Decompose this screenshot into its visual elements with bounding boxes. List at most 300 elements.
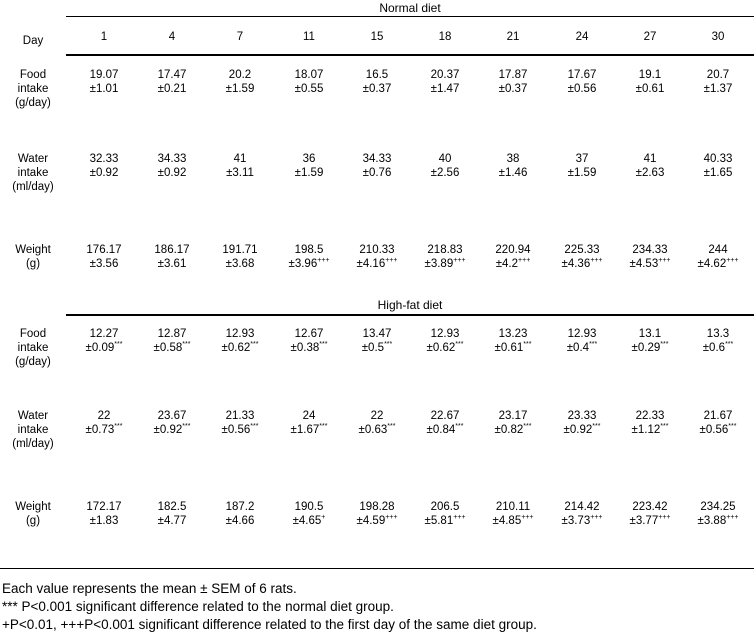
cell-mean: 22.33 — [635, 410, 665, 422]
cell-sem: ±1.83 — [89, 515, 119, 527]
day-header-4: 4 — [168, 31, 176, 43]
cell-sem-line — [344, 341, 410, 355]
significance-marker: +++ — [453, 514, 466, 521]
cell-mean: 17.87 — [498, 69, 528, 81]
cell-sem: ±1.37 — [703, 83, 733, 95]
cell-sem: ±0.58 — [153, 342, 183, 354]
cell-sem: ±1.12 — [631, 424, 661, 436]
cell-sem-line — [71, 257, 137, 271]
row-label-line: (g) — [25, 258, 41, 270]
table-cell — [344, 243, 410, 271]
row-label — [0, 243, 66, 271]
cell-sem: ±0.21 — [157, 83, 187, 95]
cell-sem: ±0.56 — [567, 83, 597, 95]
cell-sem-line — [685, 257, 751, 271]
significance-marker: +++ — [658, 514, 671, 521]
cell-mean: 176.17 — [86, 244, 122, 256]
cell-mean: 21.67 — [703, 410, 733, 422]
table-cell — [207, 409, 273, 437]
cell-sem-line — [412, 423, 478, 437]
table-cell — [139, 327, 205, 355]
cell-sem: ±0.84 — [426, 424, 456, 436]
cell-mean: 20.37 — [430, 69, 460, 81]
cell-sem-line — [549, 257, 615, 271]
significance-marker: +++ — [658, 257, 671, 264]
cell-sem: ±0.92 — [153, 424, 183, 436]
day-header-30: 30 — [711, 31, 725, 43]
cell-mean: 210.11 — [495, 501, 531, 513]
cell-sem: ±3.89 — [424, 258, 454, 270]
cell-sem: ±0.37 — [362, 83, 392, 95]
significance-marker: *** — [114, 341, 123, 348]
cell-sem: ±4.53 — [629, 258, 659, 270]
table-cell — [549, 500, 615, 528]
cell-sem-line — [344, 166, 410, 180]
cell-sem: ±0.63 — [358, 424, 388, 436]
cell-mean: 244 — [708, 244, 728, 256]
cell-sem: ±3.77 — [629, 515, 659, 527]
table-cell — [412, 327, 478, 355]
cell-mean: 36 — [302, 153, 316, 165]
day-header-7: 7 — [236, 31, 244, 43]
cell-mean: 198.28 — [359, 501, 395, 513]
row-label-line: Water — [17, 153, 49, 165]
row-label — [0, 409, 66, 451]
cell-sem-line — [480, 257, 546, 271]
cell-sem-line — [685, 423, 751, 437]
day-header-18: 18 — [438, 31, 452, 43]
row-label-line: (g) — [25, 515, 41, 527]
significance-marker: +++ — [590, 257, 603, 264]
cell-sem-line — [207, 166, 273, 180]
cell-sem: ±0.92 — [563, 424, 593, 436]
cell-sem: ±1.47 — [430, 83, 460, 95]
cell-mean: 38 — [506, 153, 520, 165]
cell-sem-line — [71, 341, 137, 355]
cell-mean: 40 — [438, 153, 452, 165]
cell-sem: ±4.2 — [495, 258, 519, 270]
cell-mean: 23.17 — [498, 410, 528, 422]
cell-sem: ±0.73 — [85, 424, 115, 436]
table-cell — [276, 68, 342, 96]
cell-mean: 214.42 — [564, 501, 600, 513]
cell-mean: 234.25 — [700, 501, 736, 513]
cell-sem-line — [549, 166, 615, 180]
row-label-line: (g/day) — [15, 97, 51, 109]
table-notes — [2, 580, 537, 634]
cell-sem: ±0.56 — [699, 424, 729, 436]
table-cell — [480, 152, 546, 180]
cell-sem-line — [344, 514, 410, 528]
significance-marker: *** — [384, 341, 393, 348]
row-label-line: Weight — [15, 501, 51, 513]
cell-sem: ±0.62 — [426, 342, 456, 354]
cell-sem: ±0.82 — [494, 424, 524, 436]
cell-sem-line — [276, 257, 342, 271]
row-label-line: (ml/day) — [12, 438, 54, 450]
cell-sem: ±0.4 — [566, 342, 590, 354]
cell-sem-line — [549, 82, 615, 96]
cell-mean: 12.67 — [294, 328, 324, 340]
cell-mean: 13.1 — [638, 328, 662, 340]
significance-marker: *** — [523, 423, 532, 430]
table-cell — [412, 68, 478, 96]
cell-sem-line — [412, 514, 478, 528]
cell-sem-line — [139, 514, 205, 528]
cell-sem-line — [139, 166, 205, 180]
significance-marker: *** — [455, 423, 464, 430]
cell-sem-line — [480, 82, 546, 96]
cell-sem-line — [685, 166, 751, 180]
cell-mean: 21.33 — [225, 410, 255, 422]
row-label — [0, 500, 66, 528]
cell-sem-line — [71, 166, 137, 180]
cell-sem-line — [685, 82, 751, 96]
cell-sem-line — [71, 514, 137, 528]
significance-marker: +++ — [518, 257, 531, 264]
cell-mean: 210.33 — [359, 244, 395, 256]
table-cell — [71, 243, 137, 271]
row-label — [0, 68, 66, 110]
section-title-normal-diet: Normal diet — [379, 1, 441, 15]
cell-sem-line — [617, 514, 683, 528]
cell-mean: 12.87 — [157, 328, 187, 340]
table-cell — [344, 327, 410, 355]
cell-mean: 191.71 — [222, 244, 258, 256]
cell-sem-line — [71, 82, 137, 96]
cell-sem: ±0.09 — [85, 342, 115, 354]
note-mean-sem: Each value represents the mean ± SEM of 6 rats. — [2, 581, 297, 596]
table-cell — [276, 500, 342, 528]
day-header-1: 1 — [100, 31, 108, 43]
significance-marker: +++ — [453, 257, 466, 264]
significance-marker: *** — [182, 423, 191, 430]
table-cell — [685, 152, 751, 180]
cell-mean: 22 — [97, 410, 111, 422]
rule-high-fat-title — [66, 314, 754, 316]
significance-marker: *** — [182, 341, 191, 348]
table-cell — [685, 409, 751, 437]
table-cell — [412, 243, 478, 271]
table-cell — [344, 152, 410, 180]
cell-sem: ±1.65 — [703, 167, 733, 179]
significance-marker: +++ — [385, 257, 398, 264]
cell-mean: 17.67 — [567, 69, 597, 81]
cell-sem-line — [207, 257, 273, 271]
day-header-24: 24 — [575, 31, 589, 43]
cell-sem: ±3.88 — [697, 515, 727, 527]
table-cell — [480, 68, 546, 96]
cell-sem-line — [549, 341, 615, 355]
table-cell — [207, 68, 273, 96]
cell-sem: ±1.01 — [89, 83, 119, 95]
significance-marker: +++ — [317, 257, 330, 264]
cell-mean: 17.47 — [157, 69, 187, 81]
table-cell — [412, 500, 478, 528]
significance-marker: +++ — [726, 257, 739, 264]
table-cell — [139, 68, 205, 96]
cell-sem-line — [139, 257, 205, 271]
cell-sem: ±4.62 — [697, 258, 727, 270]
cell-sem-line — [685, 514, 751, 528]
significance-marker: *** — [660, 423, 669, 430]
significance-marker: *** — [250, 423, 259, 430]
cell-sem-line — [276, 82, 342, 96]
cell-mean: 19.07 — [89, 69, 119, 81]
table-cell — [71, 327, 137, 355]
row-label — [0, 327, 66, 369]
cell-sem-line — [549, 423, 615, 437]
table-cell — [685, 68, 751, 96]
cell-mean: 12.27 — [89, 328, 119, 340]
table-cell — [344, 68, 410, 96]
table-cell — [412, 152, 478, 180]
row-label-line: Food — [19, 328, 47, 340]
day-header-15: 15 — [370, 31, 384, 43]
cell-sem-line — [139, 341, 205, 355]
significance-marker: +++ — [385, 514, 398, 521]
cell-sem-line — [412, 257, 478, 271]
table-cell — [480, 409, 546, 437]
cell-sem: ±1.59 — [567, 167, 597, 179]
cell-mean: 220.94 — [495, 244, 531, 256]
cell-mean: 16.5 — [365, 69, 389, 81]
table-cell — [71, 152, 137, 180]
cell-sem: ±4.36 — [561, 258, 591, 270]
cell-sem: ±0.61 — [494, 342, 524, 354]
table-cell — [71, 409, 137, 437]
cell-sem: ±1.67 — [290, 424, 320, 436]
cell-sem-line — [685, 341, 751, 355]
cell-sem: ±3.56 — [89, 258, 119, 270]
cell-mean: 20.2 — [228, 69, 252, 81]
table-cell — [276, 243, 342, 271]
cell-sem: ±0.55 — [294, 83, 324, 95]
row-label-line: (g/day) — [15, 356, 51, 368]
significance-marker: *** — [592, 423, 601, 430]
significance-marker: +++ — [726, 514, 739, 521]
significance-marker: *** — [728, 423, 737, 430]
cell-sem: ±0.62 — [221, 342, 251, 354]
table-cell — [412, 409, 478, 437]
cell-sem: ±4.77 — [157, 515, 187, 527]
day-header-11: 11 — [303, 31, 315, 43]
cell-sem: ±0.38 — [290, 342, 320, 354]
significance-marker: *** — [319, 341, 328, 348]
cell-sem-line — [276, 341, 342, 355]
table-cell — [276, 327, 342, 355]
cell-sem: ±3.11 — [226, 167, 254, 179]
table-cell — [276, 152, 342, 180]
row-label-line: Water — [17, 410, 49, 422]
cell-sem-line — [139, 82, 205, 96]
table-cell — [617, 152, 683, 180]
row-label-line: intake — [17, 167, 49, 179]
cell-mean: 187.2 — [225, 501, 255, 513]
cell-sem-line — [207, 514, 273, 528]
cell-sem-line — [480, 423, 546, 437]
significance-marker: *** — [725, 341, 734, 348]
cell-sem-line — [617, 423, 683, 437]
cell-sem-line — [344, 257, 410, 271]
cell-mean: 234.33 — [632, 244, 668, 256]
cell-sem-line — [344, 82, 410, 96]
cell-mean: 20.7 — [706, 69, 730, 81]
cell-sem-line — [207, 423, 273, 437]
cell-sem-line — [549, 514, 615, 528]
cell-mean: 22 — [370, 410, 384, 422]
rule-table-bottom — [0, 568, 754, 569]
cell-sem: ±0.76 — [362, 167, 392, 179]
cell-sem: ±0.92 — [157, 167, 187, 179]
table-cell — [617, 327, 683, 355]
cell-sem-line — [207, 341, 273, 355]
row-label-line: Food — [19, 69, 47, 81]
cell-sem: ±3.68 — [225, 258, 255, 270]
cell-mean: 23.33 — [567, 410, 597, 422]
rule-normal-title — [66, 16, 754, 17]
table-cell — [617, 68, 683, 96]
table-cell — [139, 152, 205, 180]
section-title-high-fat-diet: High-fat diet — [377, 298, 443, 312]
cell-sem-line — [617, 82, 683, 96]
table-cell — [139, 500, 205, 528]
cell-sem: ±4.85 — [492, 515, 522, 527]
row-label — [0, 152, 66, 194]
table-cell — [207, 500, 273, 528]
cell-mean: 218.83 — [427, 244, 463, 256]
table-cell — [617, 243, 683, 271]
cell-mean: 225.33 — [564, 244, 600, 256]
row-label-line: Weight — [15, 244, 51, 256]
cell-sem-line — [71, 423, 137, 437]
cell-sem: ±1.59 — [225, 83, 255, 95]
cell-sem: ±0.5 — [361, 342, 385, 354]
cell-sem: ±4.16 — [356, 258, 386, 270]
cell-mean: 34.33 — [362, 153, 392, 165]
cell-mean: 13.47 — [362, 328, 392, 340]
significance-marker: *** — [114, 423, 123, 430]
cell-sem: ±4.65 — [292, 515, 322, 527]
table-cell — [480, 243, 546, 271]
cell-mean: 32.33 — [89, 153, 119, 165]
cell-sem-line — [139, 423, 205, 437]
significance-marker: +++ — [590, 514, 603, 521]
cell-sem-line — [617, 341, 683, 355]
table-cell — [549, 327, 615, 355]
cell-sem-line — [617, 257, 683, 271]
cell-mean: 40.33 — [703, 153, 733, 165]
cell-sem-line — [412, 341, 478, 355]
cell-sem: ±0.29 — [631, 342, 661, 354]
cell-mean: 41 — [643, 153, 657, 165]
cell-sem-line — [480, 341, 546, 355]
table-cell — [344, 409, 410, 437]
day-header-label: Day — [22, 35, 44, 47]
day-header-21: 21 — [506, 31, 520, 43]
cell-mean: 19.1 — [638, 69, 662, 81]
cell-mean: 190.5 — [294, 501, 324, 513]
significance-marker: *** — [589, 341, 598, 348]
row-label-line: intake — [17, 83, 49, 95]
table-cell — [344, 500, 410, 528]
cell-mean: 24 — [302, 410, 316, 422]
cell-mean: 18.07 — [294, 69, 324, 81]
cell-sem: ±0.56 — [221, 424, 251, 436]
table-cell — [207, 327, 273, 355]
cell-mean: 182.5 — [157, 501, 187, 513]
cell-sem-line — [276, 423, 342, 437]
cell-sem: ±2.63 — [635, 167, 665, 179]
cell-mean: 172.17 — [86, 501, 122, 513]
table-cell — [71, 500, 137, 528]
table-cell — [549, 409, 615, 437]
rule-normal-header — [66, 54, 754, 56]
cell-sem: ±5.81 — [424, 515, 454, 527]
table-cell — [480, 500, 546, 528]
significance-marker: + — [321, 514, 326, 521]
note-first-day-significance: +P<0.01, +++P<0.001 significant difference related to the first day of the same diet group. — [2, 617, 537, 632]
cell-sem-line — [480, 166, 546, 180]
table-cell — [207, 243, 273, 271]
cell-mean: 12.93 — [567, 328, 597, 340]
row-label-line: intake — [17, 424, 49, 436]
row-label-line: (ml/day) — [12, 181, 54, 193]
table-cell — [549, 152, 615, 180]
cell-sem: ±3.96 — [288, 258, 318, 270]
cell-mean: 12.93 — [225, 328, 255, 340]
cell-sem: ±0.61 — [635, 83, 665, 95]
significance-marker: *** — [387, 423, 396, 430]
table-cell — [71, 68, 137, 96]
cell-sem: ±1.59 — [294, 167, 324, 179]
cell-sem-line — [207, 82, 273, 96]
cell-sem-line — [480, 514, 546, 528]
cell-sem: ±3.73 — [561, 515, 591, 527]
cell-sem: ±4.59 — [356, 515, 386, 527]
cell-mean: 12.93 — [430, 328, 460, 340]
cell-mean: 41 — [233, 153, 247, 165]
cell-mean: 186.17 — [154, 244, 190, 256]
cell-sem: ±2.56 — [430, 167, 460, 179]
table-cell — [276, 409, 342, 437]
cell-mean: 13.3 — [706, 328, 730, 340]
cell-mean: 198.5 — [294, 244, 324, 256]
table-cell — [617, 500, 683, 528]
row-label-line: intake — [17, 342, 49, 354]
table-cell — [685, 500, 751, 528]
table-cell — [617, 409, 683, 437]
table-cell — [480, 327, 546, 355]
cell-sem: ±1.46 — [498, 167, 528, 179]
table-cell — [685, 243, 751, 271]
significance-marker: +++ — [521, 514, 534, 521]
table-cell — [207, 152, 273, 180]
table-cell — [139, 409, 205, 437]
note-normal-diet-significance: *** P<0.001 significant difference related to the normal diet group. — [2, 599, 394, 614]
day-header-27: 27 — [643, 31, 657, 43]
cell-mean: 23.67 — [157, 410, 187, 422]
cell-sem: ±0.6 — [702, 342, 726, 354]
significance-marker: *** — [250, 341, 259, 348]
significance-marker: *** — [660, 341, 669, 348]
table-cell — [549, 68, 615, 96]
cell-mean: 206.5 — [430, 501, 460, 513]
significance-marker: *** — [523, 341, 532, 348]
cell-sem: ±3.61 — [157, 258, 187, 270]
cell-sem-line — [617, 166, 683, 180]
significance-marker: *** — [319, 423, 328, 430]
